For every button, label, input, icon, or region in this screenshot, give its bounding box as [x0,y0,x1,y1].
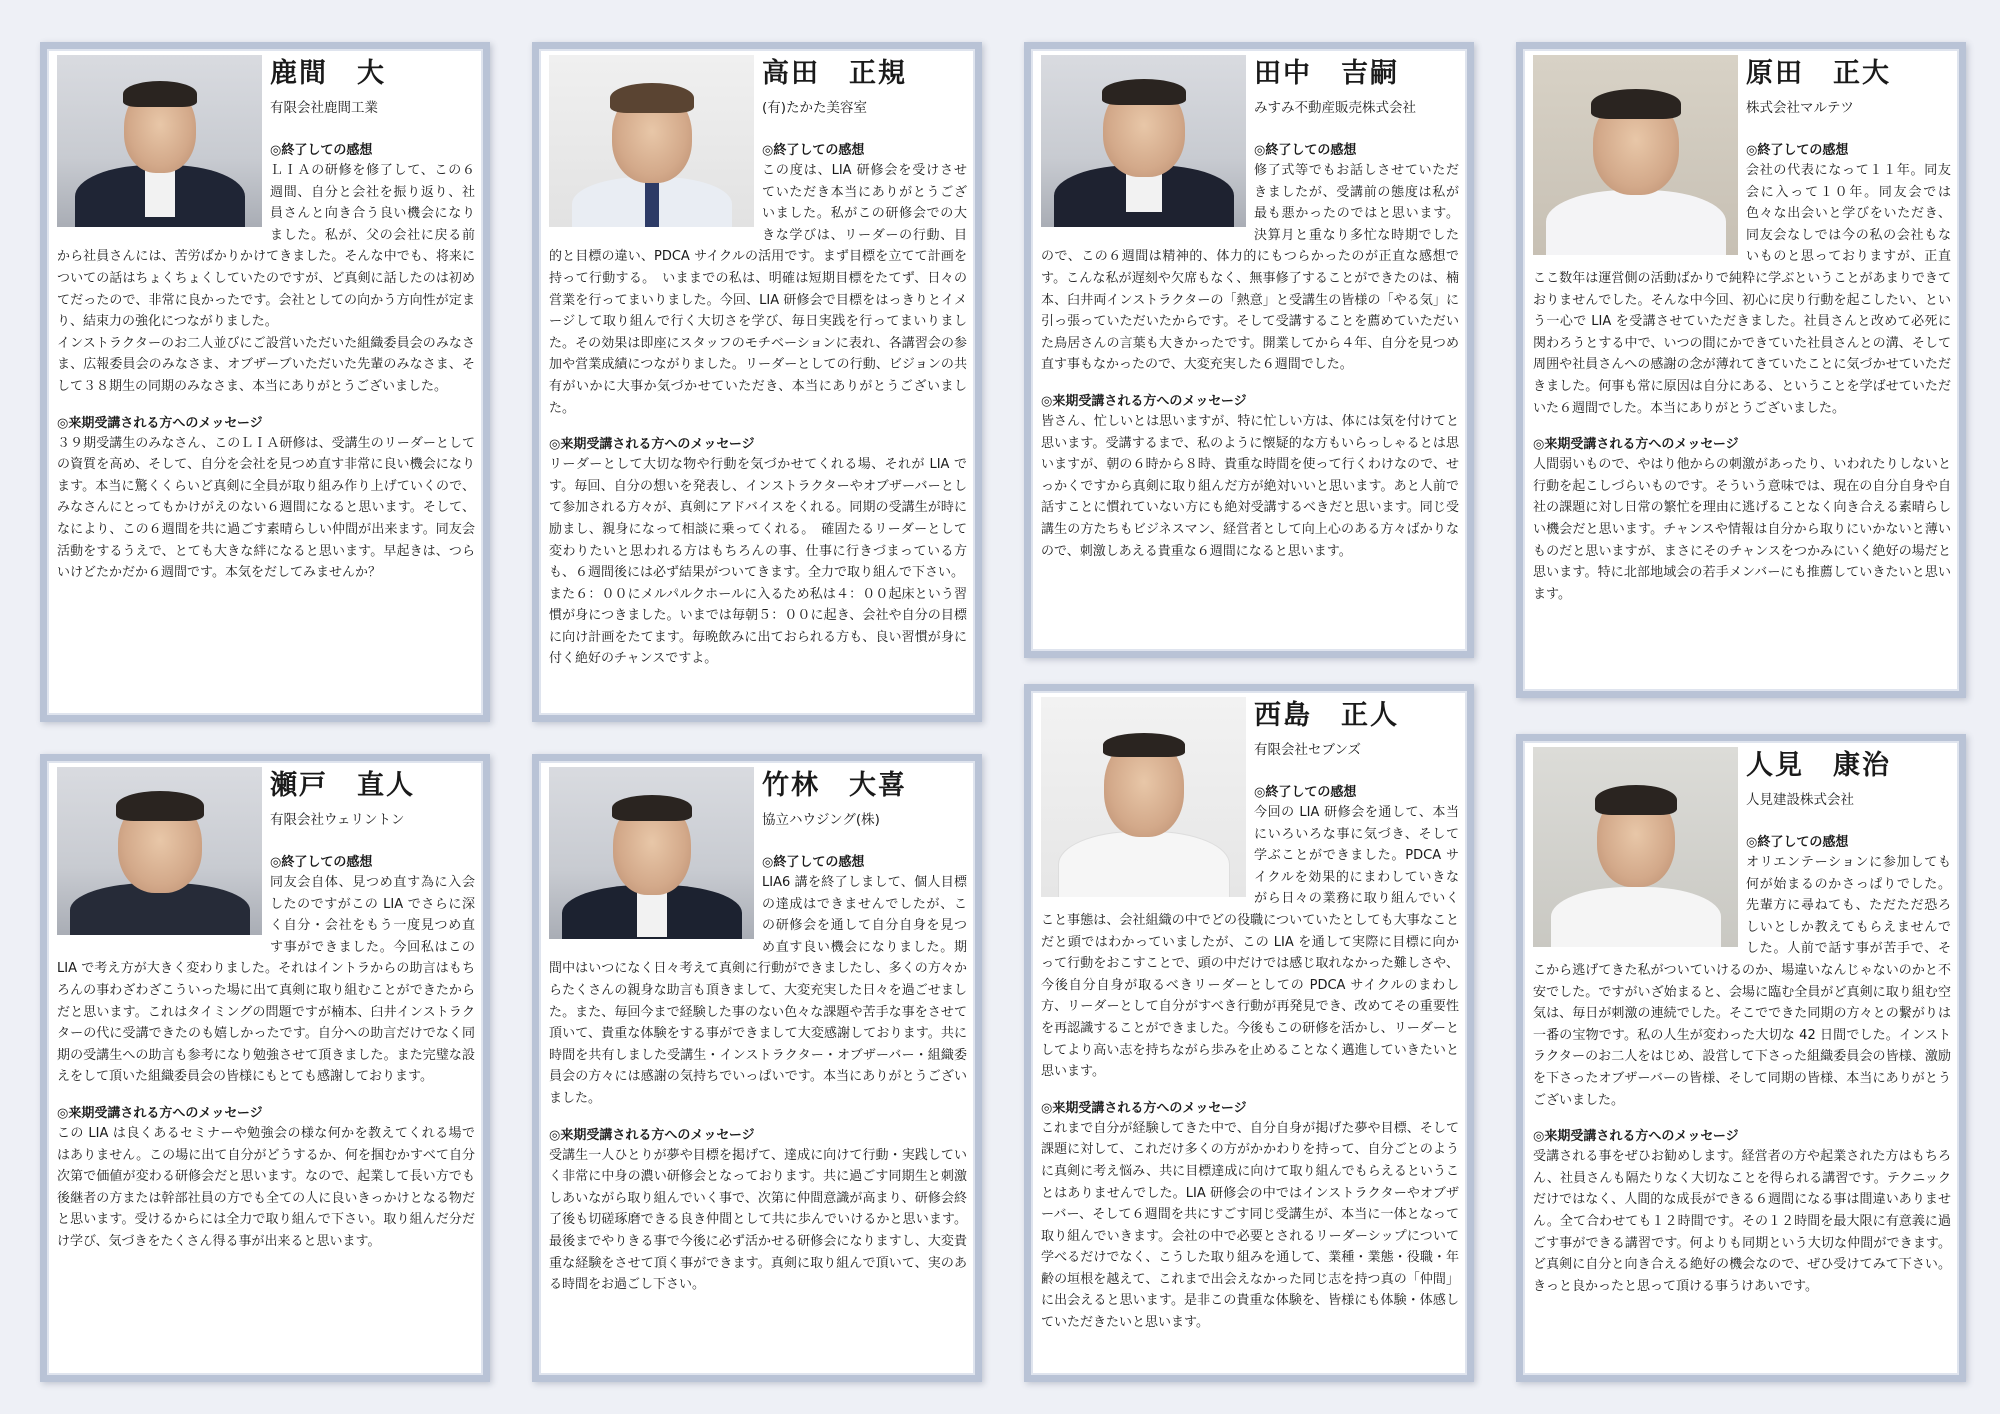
impression-heading: ◎終了しての感想 [1746,143,1849,158]
company-name: 協立ハウジング(株) [762,812,880,828]
profile-card-1 [40,42,490,722]
impression-text: 会社の代表になって１１年。同友会に入って１０年。同友会では色々な出会いと学びをいただき、同友会なしでは今の私の会社もないものと思っておりますが、正直ここ数年は運営側の活動ばかりで純粋に学ぶということがあまりできておりませんでした。そんな中今回、初心に戻り行動を起こしたい、という一心で LIA を受講させていただきました。社員さんと改めて必死に関わろうとする中で、いつの間にかできていた社員さんとの溝、そして周囲や社員さんへの感謝の念が薄れてきていたことに気づかせていただきました。何事も常に原因は自分にある、ということを学ばせていただいた６週間でした。本当にありがとうございました。 [1533,163,1951,416]
profile-card-3 [1024,42,1474,658]
company-name: 人見建設株式会社 [1746,792,1854,808]
profile-card-4 [1516,42,1966,698]
message-heading: ◎来期受講される方へのメッセージ [57,415,263,431]
impression-text: 修了式等でもお話しさせていただきましたが、受講前の態度は私が最も悪かったのではと思います。決算月と重なり多忙な時期でしたので、この６週間は精神的、体力的にもつらかったのが正直な感想です。こんな私が遅刻や欠席もなく、無事修了することができたのは、楠本、臼井両インストラクターの「熱意」と受講生の皆様の「やる気」に引っ張っていただいたからです。そして受講することを薦めていただいた鳥居さんの言葉も大きかったです。開業してから４年、自分を見つめ直す事もなかったので、大変充実した６週間でした。 [1041,163,1459,373]
person-name: 田中 吉嗣 [1254,58,1399,89]
company-name: (有)たかた美容室 [762,100,868,116]
portrait-photo [1533,747,1738,947]
company-name: 有限会社セブンズ [1254,742,1362,758]
impression-text: ＬＩＡの研修を修了して、この６週間、自分と会社を振り返り、社員さんと向き合う良い機会になりました。私が、父の会社に戻る前から社員さんには、苦労ばかりかけてきました。そんな中でも、将来についての話はちょくちょくしていたのですが、ど真剣に話したのは初めてだったので、非常に良かったです。会社としての向かう方向性が定まり、結束力の強化につながりました。 インストラクターのお二人並びにご設営いただいた組織委員会のみなさま、広報委員会のみなさま、オブザーブいただいた先輩のみなさま、そして３８期生の同期のみなさま、本当にありがとうございました。 [57,163,475,394]
person-name: 西島 正人 [1254,700,1399,731]
profile-card-7 [1024,684,1474,1382]
portrait-photo [1533,55,1738,255]
portrait-photo [549,55,754,227]
message-heading: ◎来期受講される方へのメッセージ [1041,393,1247,409]
person-name: 原田 正大 [1746,58,1891,89]
person-name: 人見 康治 [1746,750,1891,781]
profile-card-5 [40,754,490,1382]
profile-card-2 [532,42,982,722]
portrait-photo [1041,55,1246,227]
message-text: 受講される事をぜひお勧めします。経営者の方や起業された方はもちろん、社員さんも隔たりなく大切なことを得られる講習です。テクニックだけではなく、人間的な成長ができる６週間になる事は間違いありません。全て合わせても１２時間です。その１２時間を最大限に有意義に過ごす事ができる講習です。何よりも同期という大切な仲間ができます。ど真剣に自分と向き合える絶好の機会なので、ぜひ受けてみて下さい。きっと良かったと思って頂ける事うけあいです。 [1533,1149,1951,1294]
message-heading: ◎来期受講される方へのメッセージ [57,1105,263,1121]
impression-heading: ◎終了しての感想 [270,143,373,158]
message-heading: ◎来期受講される方へのメッセージ [1533,437,1739,453]
message-heading: ◎来期受講される方へのメッセージ [1041,1100,1247,1116]
message-text: これまで自分が経験してきた中で、自分自身が掲げた夢や目標、そして課題に対して、これだけ多くの方がかかわりを持って、自分ごとのように真剣に考え悩み、共に目標達成に向けて取り組んでもらえるということはありませんでした。LIA 研修会の中ではインストラクターやオブザーバー、そして６週間を共にすごす同じ受講生が、本当に一体となって取り組んでいきます。会社の中で必要とされるリーダーシップについて学べるだけでなく、こうした取り組みを通して、業種・業態・役職・年齢の垣根を越えて、これまで出会えなかった同じ志を持つ真の「仲間」に出会えると思います。是非この貴重な体験を、皆様にも体験・体感していただきたいと思います。 [1041,1120,1459,1331]
impression-heading: ◎終了しての感想 [762,143,865,158]
impression-heading: ◎終了しての感想 [1254,143,1357,158]
company-name: みすみ不動産販売株式会社 [1254,100,1416,116]
person-name: 竹林 大喜 [762,770,907,801]
portrait-photo [1041,697,1246,897]
portrait-photo [57,55,262,227]
company-name: 有限会社鹿間工業 [270,100,378,116]
impression-text: この度は、LIA 研修会を受けさせていただき本当にありがとうございました。私がこの研修会での大きな学びは、リーダーの行動、目的と目標の違い、PDCA サイクルの活用です。まず目標を立てて計画を持って行動する。 いままでの私は、明確は短期目標をたてず、日々の営業を行ってまいりました。今回、LIA 研修会で目標をはっきりとイメージして取り組んで行く大切さを学び、毎日実践を行ってまいりました。その効果は即座にスタッフのモチベーションに表れ、各講習会の参加や営業成績につながりました。リーダーとしての行動、ビジョンの共有がいかに大事か気づかせていただき、本当にありがとうございました。 [549,163,967,416]
message-text: この LIA は良くあるセミナーや勉強会の様な何かを教えてくれる場ではありません。この場に出て自分がどうするか、何を掴むかすべて自分次第で価値が変わる研修会だと思います。なので、起業して長い方でも後継者の方または幹部社員の方でも全ての人に良いきっかけとなる物だと思います。受けるからには全力で取り組んで下さい。取り組んだ分だけ学び、気づきをたくさん得る事が出来ると思います。 [57,1125,475,1249]
impression-text: LIA6 講を終了しまして、個人目標の達成はできませんでしたが、この研修会を通して自分自身を見つめ直す良い機会になりました。期間中はいつになく日々考えて真剣に行動ができましたし、多くの方々からたくさんの親身な助言も頂きまして、大変充実した日々を過ごせました。また、毎回今まで経験した事のない色々な課題や苦手な事をさせて頂いて、貴重な体験をする事ができまして大変感謝しております。共に時間を共有しました受講生・インストラクター・オブザーバー・組織委員会の方々には感謝の気持ちでいっぱいです。本当にありがとうございました。 [549,875,967,1106]
person-name: 鹿間 大 [270,58,386,89]
impression-text: 今回の LIA 研修会を通して、本当にいろいろな事に気づき、そして学ぶことができました。PDCA サイクルを効果的にまわしていきながら日々の業務に取り組んでいくこと事態は、会社組織の中でどの役職についていたとしても大事なことだと頭ではわかっていましたが、この LIA を通して実際に目標に向かって行動をおこすことで、頭の中だけでは感じ取れなかった難しさや、今後自分自身が取るべきリーダーとしての PDCA サイクルのまわし方、リーダーとして自分がすべき行動が再発見でき、改めてその重要性を再認識することができました。今後もこの研修を活かし、リーダーとしてより高い志を持ちながら歩みを止めることなく邁進していきたいと思います。 [1041,805,1459,1080]
company-name: 株式会社マルテツ [1746,100,1854,116]
impression-heading: ◎終了しての感想 [1746,835,1849,850]
message-heading: ◎来期受講される方へのメッセージ [1533,1129,1739,1145]
profile-card-8 [1516,734,1966,1382]
message-heading: ◎来期受講される方へのメッセージ [549,437,755,453]
message-text: リーダーとして大切な物や行動を気づかせてくれる場、それが LIA です。毎回、自分の想いを発表し、インストラクターやオブザーバーとして参加される方々が、真剣にアドバイスをくれる。同期の受講生が時に励まし、親身になって相談に乗ってくれる。 確固たるリーダーとして変わりたいと思われる方はもちろんの事、仕事に行きづまっている方も、６週間後には必ず結果がついてきます。全力で取り組んで下さい。 また６：００にメルパルクホールに入るため私は４：００起床という習慣が身につきました。いまでは毎朝５：００に起き、会社や自分の目標に向け計画をたてます。毎晩飲みに出ておられる方も、良い習慣が身に付く絶好のチャンスですよ。 [549,457,967,667]
profile-card-6 [532,754,982,1382]
impression-heading: ◎終了しての感想 [270,855,373,870]
person-name: 瀬戸 直人 [270,770,415,801]
message-text: 受講生一人ひとりが夢や目標を掲げて、達成に向けて行動・実践していく非常に中身の濃い研修会となっております。共に過ごす同期生と刺激しあいながら取り組んでいく事で、次第に仲間意識が高まり、研修会終了後も切磋琢磨できる良き仲間として共に歩んでいけるかと思います。最後までやりきる事で今後に必ず活かせる研修会になりますし、大変貴重な経験をさせて頂く事ができます。真剣に取り組んで頂いて、実のある時間をお過ごし下さい。 [549,1147,967,1293]
impression-heading: ◎終了しての感想 [762,855,865,870]
message-text: 皆さん、忙しいとは思いますが、特に忙しい方は、体には気を付けてと思います。受講するまで、私のように懐疑的な方もいらっしゃるとは思いますが、朝の６時から８時、貴重な時間を使って行くわけなので、せっかくですから真剣に取り組んだ方が絶対いいと思います。あと人前で話すことに慣れていない方にも絶対受講するべきだと思います。同じ受講生の方たちもビジネスマン、経営者として向上心のある方々ばかりなので、刺激しあえる貴重な６週間になると思います。 [1041,413,1459,559]
company-name: 有限会社ウェリントン [270,812,405,828]
portrait-photo [57,767,262,935]
portrait-photo [549,767,754,939]
impression-text: オリエンテーションに参加しても何が始まるのかさっぱりでした。先輩方に尋ねても、ただただ恐ろしいとしか教えてもらえませんでした。人前で話す事が苦手で、そこから逃げてきた私がついていけるのか、場違いなんじゃないのかと不安でした。ですがいざ始まると、会場に臨む全員がど真剣に取り組む空気は、毎日が刺激の連続でした。そこでできた同期の方々との繋がりは一番の宝物です。私の人生が変わった大切な 42 日間でした。インストラクターのお二人をはじめ、設営して下さった組織委員会の皆様、激励を下さったオブザーバーの皆様、そして同期の皆様、本当にありがとうございました。 [1533,855,1951,1108]
impression-heading: ◎終了しての感想 [1254,785,1357,800]
message-text: 人間弱いもので、やはり他からの刺激があったり、いわれたりしないと行動を起こしづらいものです。そういう意味では、現在の自分自身や自社の課題に対し日常の繁忙を理由に逃げることなく向き合える素晴らしい機会だと思います。チャンスや情報は自分から取りにいかないと薄いものだと思いますが、まさにそのチャンスをつかみにいく絶好の場だと思います。特に北部地域会の若手メンバーにも推薦していきたいと思います。 [1533,457,1951,602]
person-name: 高田 正規 [762,58,907,89]
message-heading: ◎来期受講される方へのメッセージ [549,1127,755,1143]
message-text: ３９期受講生のみなさん、このＬＩＡ研修は、受講生のリーダーとしての資質を高め、そして、自分を会社を見つめ直す非常に良い機会になります。本当に驚くくらいど真剣に全員が取り組み作り上げていくので、みなさんにとってもかけがえのない６週間になると思います。そして、なにより、この６週間を共に過ごす素晴らしい仲間が出来ます。同友会活動をするうえで、とても大きな絆になると思います。早起きは、つらいけどたかだか６週間です。本気をだしてみませんか？ [57,435,475,581]
impression-text: 同友会自体、見つめ直す為に入会したのですがこの LIA でさらに深く自分・会社をもう一度見つめ直す事ができました。今回私はこの LIA で考え方が大きく変わりました。それはイントラからの助言はもちろんの事わざわざこういった場に出て真剣に取り組むことができたからだと思います。これはタイミングの問題ですが楠本、臼井インストラクターの代に受講できたのも嬉しかったです。自分への助言だけでなく同期の受講生への助言も参考になり勉強させて頂きました。また完璧な設えをして頂いた組織委員会の皆様にもとても感謝しております。 [57,875,475,1085]
